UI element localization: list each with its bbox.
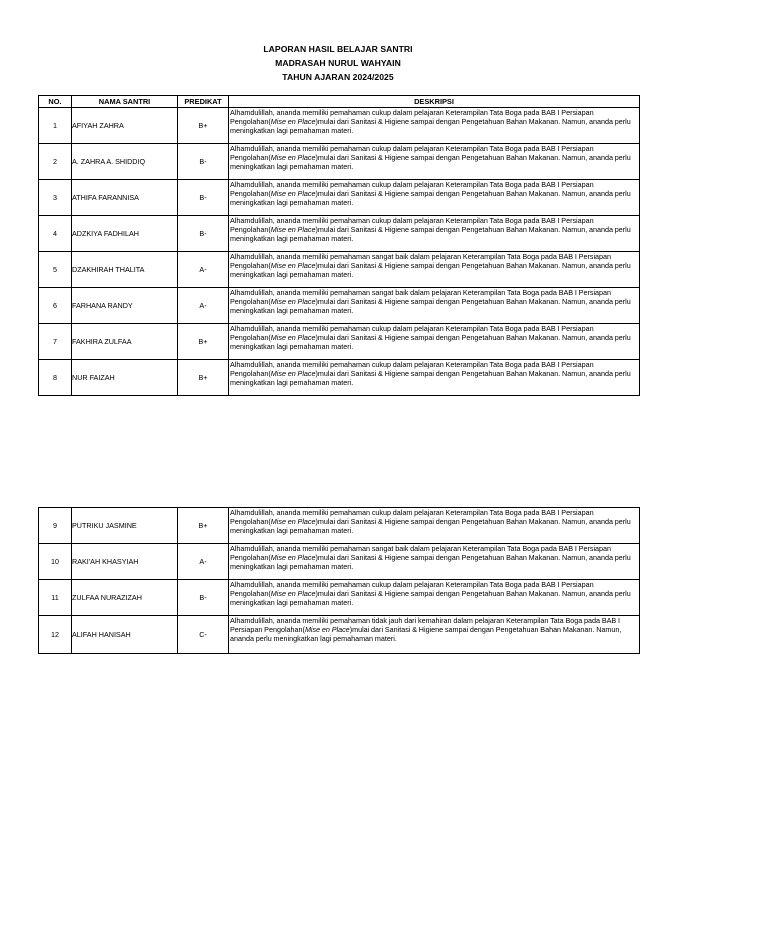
description-start: Alhamdulillah, ananda memiliki pemahaman cukup dalam pelajaran Keterampilan Tata Boga pada BAB I Persiapan Pengolahan( — [230, 180, 594, 199]
description-italic-term: Mise en Place — [304, 625, 350, 635]
description-text — [229, 324, 640, 360]
row-number: 10 — [39, 544, 72, 580]
table-row — [39, 108, 640, 144]
column-header-description: DESKRIPSI — [229, 96, 640, 108]
predicate-grade: C- — [178, 616, 229, 654]
description-italic-term: Mise en Place — [270, 589, 316, 599]
description-text — [229, 544, 640, 580]
column-header-predicate: PREDIKAT — [178, 96, 229, 108]
student-name: ZULFAA NURAZIZAH — [72, 580, 178, 616]
description-italic-term: Mise en Place — [270, 297, 316, 307]
description-start: Alhamdulillah, ananda memiliki pemahaman cukup dalam pelajaran Keterampilan Tata Boga pada BAB I Persiapan Pengolahan( — [230, 360, 594, 379]
description-italic-term: Mise en Place — [270, 225, 316, 235]
predicate-grade: B- — [178, 580, 229, 616]
grades-table-page-1 — [38, 95, 640, 396]
column-header-name: NAMA SANTRI — [72, 96, 178, 108]
description-start: Alhamdulillah, ananda memiliki pemahaman sangat baik dalam pelajaran Keterampilan Tata Boga pada BAB I Persiapan Pengolahan( — [230, 252, 612, 271]
description-end: )mulai dari Sanitasi & Higiene sampai dengan Pengetahuan Bahan Makanan. Namun, ananda perlu meningkatkan lagi pemahaman materi. — [230, 625, 622, 644]
description-text — [229, 288, 640, 324]
description-start: Alhamdulillah, ananda memiliki pemahaman cukup dalam pelajaran Keterampilan Tata Boga pada BAB I Persiapan Pengolahan( — [230, 324, 594, 343]
grades-table-page-2 — [38, 507, 640, 654]
student-name: ATHIFA FARANNISA — [72, 180, 178, 216]
description-text — [229, 360, 640, 396]
predicate-grade: B+ — [178, 324, 229, 360]
student-name: AFIYAH ZAHRA — [72, 108, 178, 144]
predicate-grade: A- — [178, 544, 229, 580]
predicate-grade: A- — [178, 252, 229, 288]
description-text — [229, 180, 640, 216]
description-end: )mulai dari Sanitasi & Higiene sampai dengan Pengetahuan Bahan Makanan. Namun, ananda perlu meningkatkan lagi pemahaman materi. — [230, 553, 631, 572]
report-title-line-1: LAPORAN HASIL BELAJAR SANTRI — [263, 44, 413, 54]
table-row — [39, 616, 640, 654]
description-text — [229, 252, 640, 288]
predicate-grade: B- — [178, 216, 229, 252]
student-name: PUTRIKU JASMINE — [72, 508, 178, 544]
student-name: FARHANA RANDY — [72, 288, 178, 324]
predicate-grade: B- — [178, 144, 229, 180]
description-italic-term: Mise en Place — [270, 117, 316, 127]
description-text — [229, 508, 640, 544]
row-number: 11 — [39, 580, 72, 616]
description-text — [229, 616, 640, 654]
table-row — [39, 144, 640, 180]
description-italic-term: Mise en Place — [270, 553, 316, 563]
description-start: Alhamdulillah, ananda memiliki pemahaman cukup dalam pelajaran Keterampilan Tata Boga pada BAB I Persiapan Pengolahan( — [230, 580, 594, 599]
student-name: RAKI'AH KHASYIAH — [72, 544, 178, 580]
table-row — [39, 252, 640, 288]
description-start: Alhamdulillah, ananda memiliki pemahaman tidak jauh dari kemahiran dalam pelajaran Keterampilan Tata Boga pada BAB I Persiapan Pengolahan( — [230, 616, 621, 635]
description-start: Alhamdulillah, ananda memiliki pemahaman cukup dalam pelajaran Keterampilan Tata Boga pada BAB I Persiapan Pengolahan( — [230, 108, 594, 127]
row-number: 9 — [39, 508, 72, 544]
row-number: 8 — [39, 360, 72, 396]
student-name: A. ZAHRA A. SHIDDIQ — [72, 144, 178, 180]
description-start: Alhamdulillah, ananda memiliki pemahaman cukup dalam pelajaran Keterampilan Tata Boga pada BAB I Persiapan Pengolahan( — [230, 144, 594, 163]
description-text — [229, 108, 640, 144]
table-header-row — [39, 96, 640, 108]
description-end: )mulai dari Sanitasi & Higiene sampai dengan Pengetahuan Bahan Makanan. Namun, ananda perlu meningkatkan lagi pemahaman materi. — [230, 297, 631, 316]
row-number: 12 — [39, 616, 72, 654]
academic-year: TAHUN AJARAN 2024/2025 — [282, 72, 394, 82]
predicate-grade: B+ — [178, 360, 229, 396]
description-end: )mulai dari Sanitasi & Higiene sampai dengan Pengetahuan Bahan Makanan. Namun, ananda perlu meningkatkan lagi pemahaman materi. — [230, 517, 631, 536]
row-number: 3 — [39, 180, 72, 216]
description-start: Alhamdulillah, ananda memiliki pemahaman sangat baik dalam pelajaran Keterampilan Tata Boga pada BAB I Persiapan Pengolahan( — [230, 288, 612, 307]
student-name: DZAKHIRAH THALITA — [72, 252, 178, 288]
row-number: 4 — [39, 216, 72, 252]
description-start: Alhamdulillah, ananda memiliki pemahaman cukup dalam pelajaran Keterampilan Tata Boga pada BAB I Persiapan Pengolahan( — [230, 216, 594, 235]
student-name: ADZKIYA FADHILAH — [72, 216, 178, 252]
description-end: )mulai dari Sanitasi & Higiene sampai dengan Pengetahuan Bahan Makanan. Namun, ananda perlu meningkatkan lagi pemahaman materi. — [230, 261, 631, 280]
description-end: )mulai dari Sanitasi & Higiene sampai dengan Pengetahuan Bahan Makanan. Namun, ananda perlu meningkatkan lagi pemahaman materi. — [230, 117, 631, 136]
school-name: MADRASAH NURUL WAHYAIN — [275, 58, 401, 68]
predicate-grade: B+ — [178, 108, 229, 144]
predicate-grade: B+ — [178, 508, 229, 544]
description-end: )mulai dari Sanitasi & Higiene sampai dengan Pengetahuan Bahan Makanan. Namun, ananda perlu meningkatkan lagi pemahaman materi. — [230, 369, 631, 388]
table-row — [39, 216, 640, 252]
table-row — [39, 580, 640, 616]
student-name: FAKHIRA ZULFAA — [72, 324, 178, 360]
description-italic-term: Mise en Place — [270, 369, 316, 379]
student-name: NUR FAIZAH — [72, 360, 178, 396]
description-text — [229, 216, 640, 252]
table-row — [39, 544, 640, 580]
row-number: 1 — [39, 108, 72, 144]
description-end: )mulai dari Sanitasi & Higiene sampai dengan Pengetahuan Bahan Makanan. Namun, ananda perlu meningkatkan lagi pemahaman materi. — [230, 189, 631, 208]
report-title — [0, 42, 676, 84]
column-header-no: NO. — [39, 96, 72, 108]
description-text — [229, 580, 640, 616]
description-italic-term: Mise en Place — [270, 189, 316, 199]
student-name: ALIFAH HANISAH — [72, 616, 178, 654]
description-italic-term: Mise en Place — [270, 333, 316, 343]
predicate-grade: B- — [178, 180, 229, 216]
predicate-grade: A- — [178, 288, 229, 324]
description-end: )mulai dari Sanitasi & Higiene sampai dengan Pengetahuan Bahan Makanan. Namun, ananda perlu meningkatkan lagi pemahaman materi. — [230, 153, 631, 172]
table-row — [39, 360, 640, 396]
description-end: )mulai dari Sanitasi & Higiene sampai dengan Pengetahuan Bahan Makanan. Namun, ananda perlu meningkatkan lagi pemahaman materi. — [230, 333, 631, 352]
table-row — [39, 324, 640, 360]
description-italic-term: Mise en Place — [270, 153, 316, 163]
row-number: 2 — [39, 144, 72, 180]
table-row — [39, 180, 640, 216]
description-start: Alhamdulillah, ananda memiliki pemahaman sangat baik dalam pelajaran Keterampilan Tata Boga pada BAB I Persiapan Pengolahan( — [230, 544, 612, 563]
description-italic-term: Mise en Place — [270, 261, 316, 271]
row-number: 7 — [39, 324, 72, 360]
description-italic-term: Mise en Place — [270, 517, 316, 527]
description-end: )mulai dari Sanitasi & Higiene sampai dengan Pengetahuan Bahan Makanan. Namun, ananda perlu meningkatkan lagi pemahaman materi. — [230, 589, 631, 608]
description-start: Alhamdulillah, ananda memiliki pemahaman cukup dalam pelajaran Keterampilan Tata Boga pada BAB I Persiapan Pengolahan( — [230, 508, 594, 527]
description-text — [229, 144, 640, 180]
row-number: 6 — [39, 288, 72, 324]
table-row — [39, 288, 640, 324]
table-row — [39, 508, 640, 544]
row-number: 5 — [39, 252, 72, 288]
description-end: )mulai dari Sanitasi & Higiene sampai dengan Pengetahuan Bahan Makanan. Namun, ananda perlu meningkatkan lagi pemahaman materi. — [230, 225, 631, 244]
